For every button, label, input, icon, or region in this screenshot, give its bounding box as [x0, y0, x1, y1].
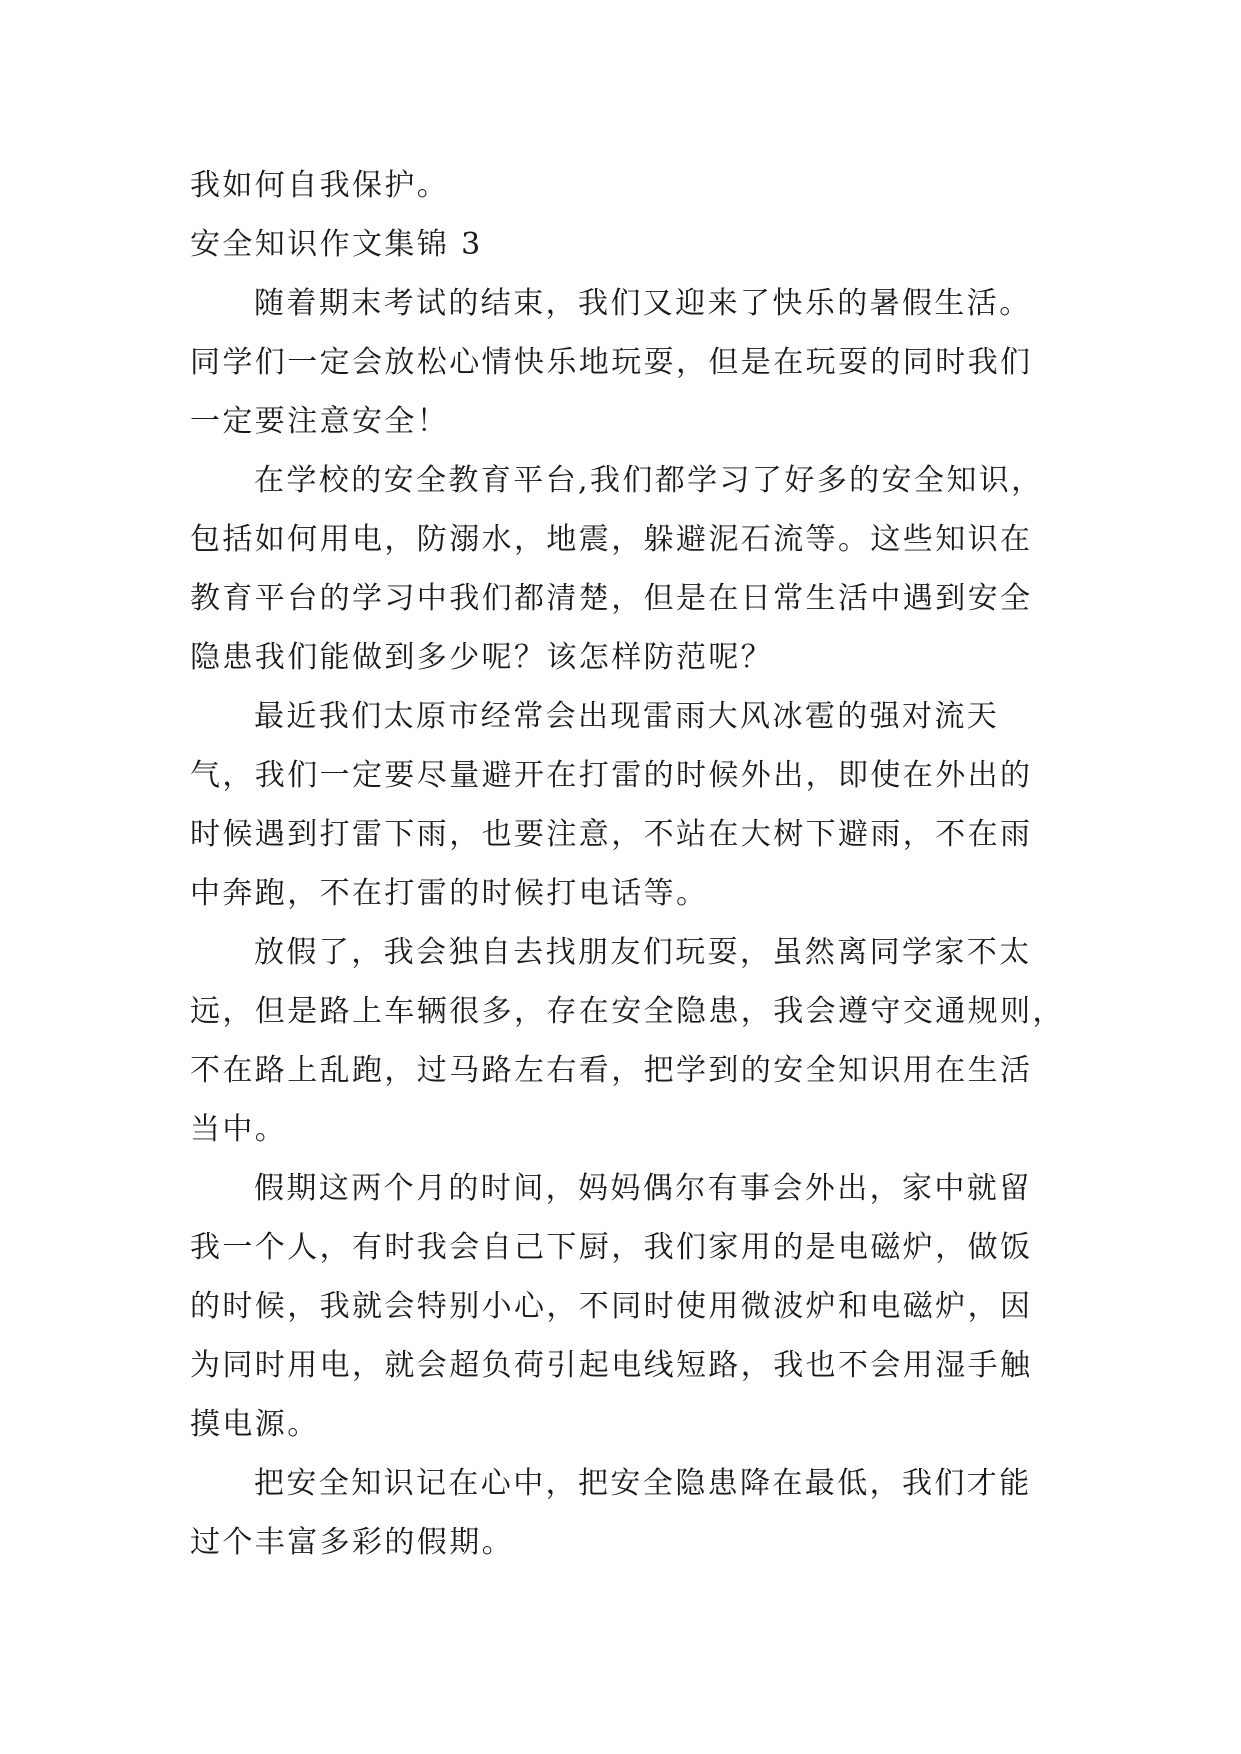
- paragraph-3-line-2: 气，我们一定要尽量避开在打雷的时候外出，即使在外出的: [190, 758, 1033, 793]
- text-line-previous-ending: 我如何自我保护。: [190, 168, 450, 203]
- paragraph-2-line-2: 包括如何用电，防溺水，地震，躲避泥石流等。这些知识在: [190, 522, 1033, 557]
- paragraph-4-line-3: 不在路上乱跑，过马路左右看，把学到的安全知识用在生活: [190, 1053, 1033, 1088]
- paragraph-1-line-1: 随着期末考试的结束，我们又迎来了快乐的暑假生活。: [254, 286, 1032, 321]
- paragraph-1-line-3: 一定要注意安全！: [190, 404, 450, 439]
- paragraph-5-line-1: 假期这两个月的时间，妈妈偶尔有事会外出，家中就留: [254, 1171, 1032, 1206]
- paragraph-2-line-3: 教育平台的学习中我们都清楚，但是在日常生活中遇到安全: [190, 581, 1033, 616]
- paragraph-4-line-2: 远，但是路上车辆很多，存在安全隐患，我会遵守交通规则，: [190, 994, 1065, 1029]
- paragraph-1-line-2: 同学们一定会放松心情快乐地玩耍，但是在玩耍的同时我们: [190, 345, 1033, 380]
- paragraph-5-line-5: 摸电源。: [190, 1407, 320, 1442]
- paragraph-2-line-4: 隐患我们能做到多少呢？该怎样防范呢？: [190, 640, 774, 675]
- paragraph-5-line-2: 我一个人，有时我会自己下厨，我们家用的是电磁炉，做饭: [190, 1230, 1033, 1265]
- paragraph-6-line-2: 过个丰富多彩的假期。: [190, 1525, 514, 1560]
- document-body: [190, 156, 1065, 1572]
- paragraph-3-line-1: 最近我们太原市经常会出现雷雨大风冰雹的强对流天: [254, 699, 1000, 734]
- paragraph-4-line-4: 当中。: [190, 1112, 288, 1147]
- paragraph-4-line-1: 放假了，我会独自去找朋友们玩耍，虽然离同学家不太: [254, 935, 1032, 970]
- paragraph-3-line-4: 中奔跑，不在打雷的时候打电话等。: [190, 876, 709, 911]
- paragraph-3-line-3: 时候遇到打雷下雨，也要注意，不站在大树下避雨，不在雨: [190, 817, 1033, 852]
- section-title: 安全知识作文集锦 3: [190, 227, 483, 262]
- paragraph-5-line-3: 的时候，我就会特别小心，不同时使用微波炉和电磁炉，因: [190, 1289, 1033, 1324]
- paragraph-5-line-4: 为同时用电，就会超负荷引起电线短路，我也不会用湿手触: [190, 1348, 1033, 1383]
- paragraph-6-line-1: 把安全知识记在心中，把安全隐患降在最低，我们才能: [254, 1466, 1032, 1501]
- paragraph-2-line-1: 在学校的安全教育平台,我们都学习了好多的安全知识，: [254, 463, 1044, 498]
